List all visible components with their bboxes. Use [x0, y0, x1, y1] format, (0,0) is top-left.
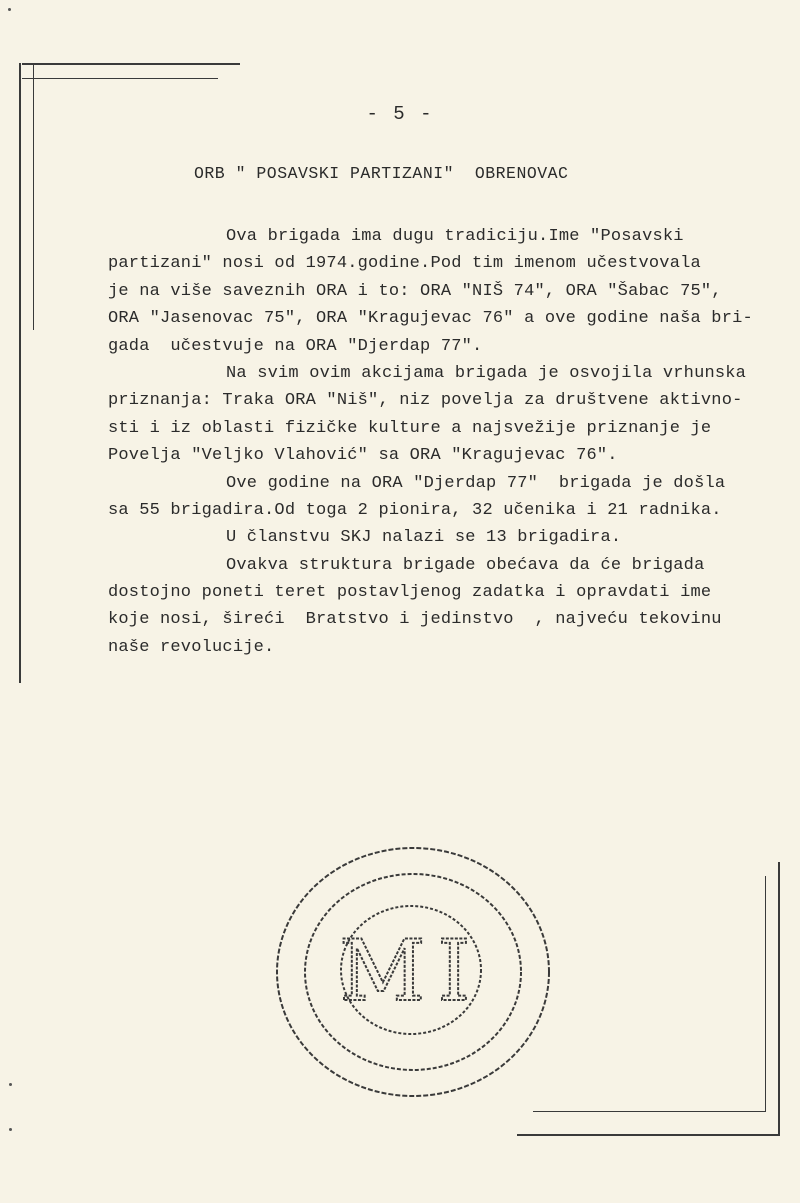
text-line: sa 55 brigadira.Od toga 2 pionira, 32 učenika i 21 radnika. — [108, 500, 722, 520]
stamp-text: MI — [339, 922, 483, 1020]
paragraph-4 — [108, 524, 778, 551]
margin-speck — [9, 1083, 12, 1086]
frame-bottom-line-outer — [517, 1134, 780, 1136]
margin-speck — [9, 1128, 12, 1131]
text-line: Na svim ovim akcijama brigada je osvojila vrhunska — [226, 363, 747, 383]
text-line: Ovakva struktura brigade obećava da će brigada — [226, 555, 705, 575]
text-line: sti i iz oblasti fizičke kulture a najsvežije priznanje je — [108, 418, 712, 438]
text-line: priznanja: Traka ORA "Niš", niz povelja za društvene aktivno- — [108, 391, 743, 411]
paragraph-3 — [108, 470, 778, 525]
frame-right-line-outer — [778, 862, 780, 1136]
paragraph-1 — [108, 223, 778, 360]
text-line: U članstvu SKJ nalazi se 13 brigadira. — [226, 528, 622, 548]
text-line: partizani" nosi od 1974.godine.Pod tim imenom učestvovala — [108, 254, 701, 274]
text-line: naše revolucije. — [108, 637, 275, 657]
paragraph-5 — [108, 552, 778, 662]
text-line: ORA "Jasenovac 75", ORA "Kragujevac 76" a ove godine naša bri- — [108, 309, 753, 329]
mi-stamp-emblem — [275, 840, 555, 1100]
frame-left-line-outer — [19, 63, 21, 683]
frame-top-line-inner — [22, 78, 218, 79]
text-line: Povelja "Veljko Vlahović" sa ORA "Kragujevac 76". — [108, 446, 618, 466]
page-number: - 5 - — [366, 103, 434, 125]
document-heading: ORB " POSAVSKI PARTIZANI" OBRENOVAC — [194, 164, 569, 183]
body-text — [108, 223, 778, 661]
text-line: dostojno poneti teret postavljenog zadatka i opravdati ime — [108, 583, 712, 603]
frame-right-line-inner — [765, 876, 766, 1112]
text-line: Ova brigada ima dugu tradiciju.Ime "Posavski — [226, 227, 684, 246]
text-line: koje nosi, šireći Bratstvo i jedinstvo , najveću tekovinu — [108, 610, 722, 630]
text-line: je na više saveznih ORA i to: ORA "NIŠ 74", ORA "Šabac 75", — [108, 281, 722, 301]
margin-speck — [8, 8, 11, 11]
text-line: Ove godine na ORA "Djerdap 77" brigada je došla — [226, 473, 726, 493]
text-line: gada učestvuje na ORA "Djerdap 77". — [108, 336, 483, 356]
frame-top-line-outer — [22, 63, 240, 65]
frame-bottom-line-inner — [533, 1111, 765, 1112]
paragraph-2 — [108, 360, 778, 470]
